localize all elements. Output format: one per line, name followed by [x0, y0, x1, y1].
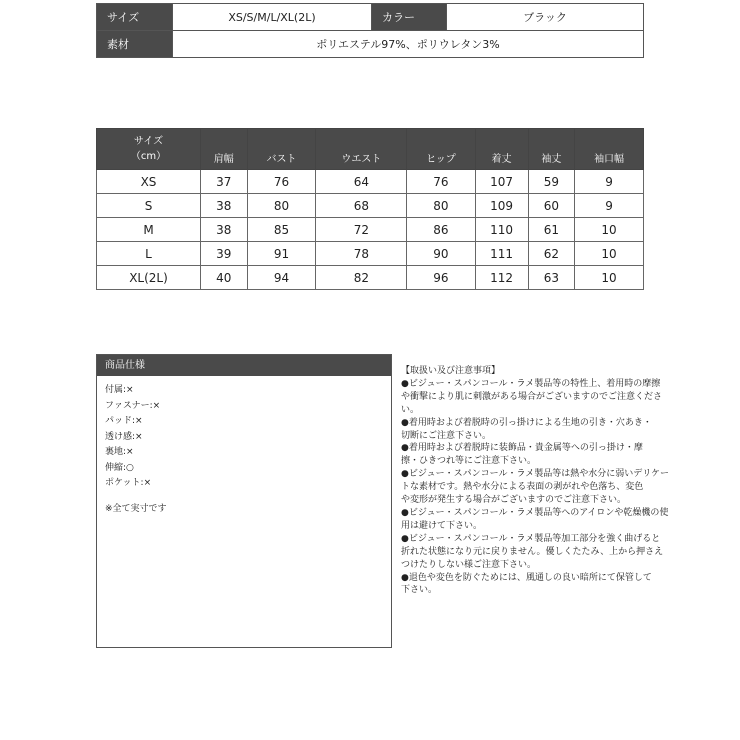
spec-note: ※全て実寸です	[105, 503, 167, 514]
table-cell: 85	[247, 218, 316, 242]
table-cell: 80	[407, 194, 475, 218]
table-cell: 112	[475, 266, 528, 290]
table-cell: 61	[528, 218, 575, 242]
table-cell: 68	[316, 194, 407, 218]
table-cell: 76	[247, 170, 316, 194]
table-cell: 63	[528, 266, 575, 290]
table-cell: 38	[201, 218, 248, 242]
table-cell: 10	[575, 242, 644, 266]
size-value: XS/S/M/L/XL(2L)	[173, 4, 372, 31]
header-sleeve: 袖丈	[528, 129, 575, 170]
table-cell: 9	[575, 170, 644, 194]
info-row-material	[97, 31, 644, 58]
header-hip: ヒップ	[407, 129, 475, 170]
table-cell: 39	[201, 242, 248, 266]
header-bust: バスト	[247, 129, 316, 170]
table-row	[97, 218, 644, 242]
table-cell: 80	[247, 194, 316, 218]
size-chart-header-row	[97, 129, 644, 170]
header-cuff-width: 袖口幅	[575, 129, 644, 170]
table-cell: 64	[316, 170, 407, 194]
size-header-unit: （cm）	[130, 151, 167, 162]
table-cell: 9	[575, 194, 644, 218]
table-cell: 86	[407, 218, 475, 242]
product-info-table	[96, 3, 644, 58]
color-label: カラー	[372, 4, 447, 31]
size-header-label: サイズ	[133, 136, 164, 147]
header-length: 着丈	[475, 129, 528, 170]
table-cell: 60	[528, 194, 575, 218]
material-label: 素材	[97, 31, 173, 58]
color-value: ブラック	[447, 4, 644, 31]
spec-title: 商品仕様	[97, 355, 391, 376]
table-cell: 109	[475, 194, 528, 218]
table-cell: 110	[475, 218, 528, 242]
spec-item-zipper: ファスナー:×	[105, 400, 161, 411]
table-cell: 90	[407, 242, 475, 266]
table-cell: 62	[528, 242, 575, 266]
size-label: サイズ	[97, 4, 173, 31]
table-cell: 38	[201, 194, 248, 218]
header-waist: ウエスト	[316, 129, 407, 170]
size-header	[97, 129, 201, 170]
table-cell: 10	[575, 266, 644, 290]
table-cell: 82	[316, 266, 407, 290]
table-cell: 96	[407, 266, 475, 290]
size-cell: L	[97, 242, 201, 266]
size-chart-table	[96, 128, 644, 290]
table-cell: 40	[201, 266, 248, 290]
spec-item-lining: 裏地:×	[105, 447, 134, 457]
table-cell: 94	[247, 266, 316, 290]
table-row	[97, 242, 644, 266]
table-row	[97, 266, 644, 290]
spec-item-pocket: ポケット:×	[105, 478, 152, 488]
info-row-size-color	[97, 4, 644, 31]
spec-item-accessory: 付属:×	[105, 385, 134, 395]
spec-item-sheerness: 透け感:×	[105, 431, 143, 442]
size-cell: XS	[97, 170, 201, 194]
table-cell: 76	[407, 170, 475, 194]
table-cell: 10	[575, 218, 644, 242]
table-cell: 37	[201, 170, 248, 194]
size-cell: S	[97, 194, 201, 218]
spec-item-stretch: 伸縮:○	[105, 462, 134, 473]
header-shoulder: 肩幅	[201, 129, 248, 170]
spec-item-padding: パッド:×	[105, 416, 143, 426]
product-spec-box	[96, 354, 392, 648]
spec-list	[97, 376, 391, 492]
size-cell: M	[97, 218, 201, 242]
size-cell: XL(2L)	[97, 266, 201, 290]
material-value: ポリエステル97%、ポリウレタン3%	[173, 31, 644, 58]
table-row	[97, 194, 644, 218]
table-cell: 78	[316, 242, 407, 266]
table-cell: 59	[528, 170, 575, 194]
table-cell: 111	[475, 242, 528, 266]
table-cell: 91	[247, 242, 316, 266]
table-cell: 107	[475, 170, 528, 194]
table-cell: 72	[316, 218, 407, 242]
table-row	[97, 170, 644, 194]
care-instructions: 【取扱い及び注意事項】 ●ビジュー・スパンコール・ラメ製品等の特性上、着用時の摩擦 や衝撃により肌に刺激がある場合がございますのでご注意くださ い。 ●着用時および着脱時の引っ掛けによる生地の引き・穴あき・ 切断にご注意下さい。 ●着用時および着脱時に装飾品・貴金属等への引っ掛け・摩 擦・ひきつれ等にご注意下さい。 ●ビジュー・スパンコール・ラメ製品等は熱や水分に弱いデリケー トな素材です。熱や水分による表面の剥がれや色落ち、変色 や変形が発生する場合がございますのでご注意下さい。 ●ビジュー・スパンコール・ラメ製品等へのアイロンや乾燥機の使 用は避けて下さい。 ●ビジュー・スパンコール・ラメ製品等加工部分を強く曲げると 折れた状態になり元に戻りません。優しくたたみ、上から押さえ つけたりしない様ご注意下さい。 ●退色や変色を防ぐためには、風通しの良い暗所にて保管して 下さい。	[401, 366, 670, 596]
